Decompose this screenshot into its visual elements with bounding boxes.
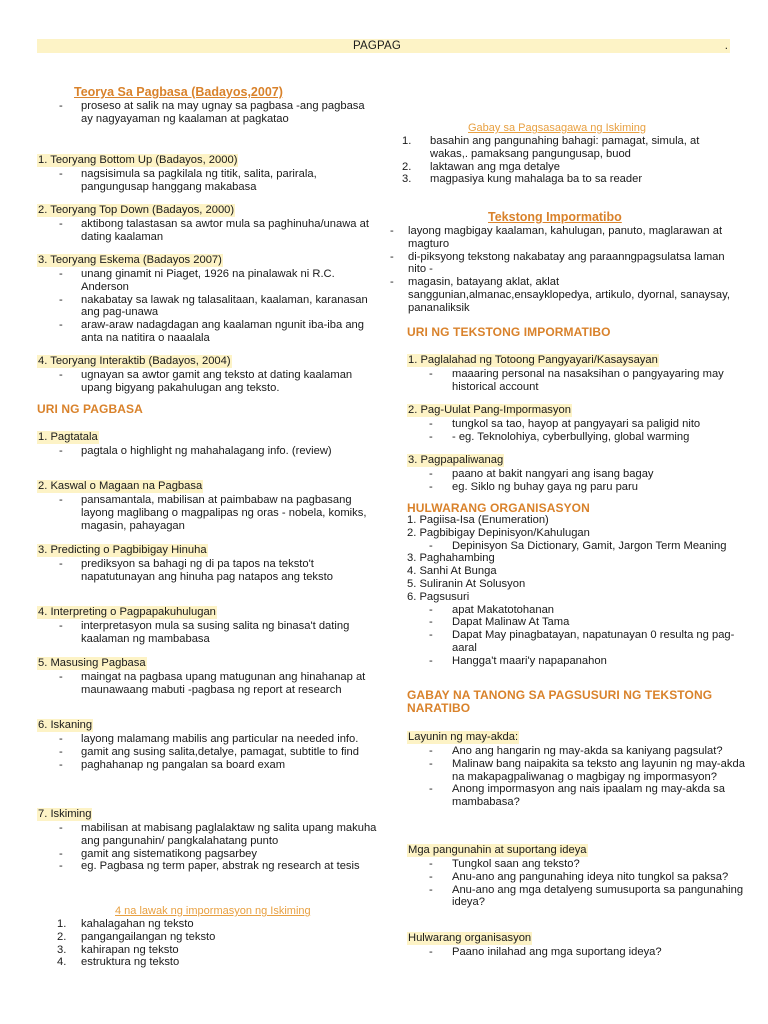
list-item: - Paano inilahad ang mga suportang ideya? [429, 946, 662, 958]
list-item: - magasin, batayang aklat, aklat sanggunian,almanac,ensayklopedya, artikulo, dyornal, sanaysay, pananaliksik [390, 276, 730, 314]
list-item: - ugnayan sa awtor gamit ang teksto at dating kaalaman upang bigyang pakahulugan ang teksto. [59, 369, 353, 394]
org-item: 2. Pagbibigay Depinisyon/Kahulugan [407, 526, 590, 539]
list-item: - layong magbigay kaalaman, kahulugan, panuto, maglarawan at magturo [390, 225, 723, 250]
org-heading: HULWARANG ORGANISASYON [407, 501, 590, 515]
list-item: - maingat na pagbasa upang matugunan ang hinahanap at maunawaang mabuti -pagbasa ng report at research [59, 671, 366, 696]
list-item: - pagtala o highlight ng mahahalagang info. (review) [59, 445, 332, 457]
list-item: - gamit ang sistematikong pagsarbey [59, 847, 257, 860]
list-item: - - eg. Teknolohiya, cyberbullying, global warming [429, 430, 690, 443]
theory-heading: Teorya Sa Pagbasa (Badayos,2007) [74, 85, 283, 99]
list-item: - eg. Siklo ng buhay gaya ng paru paru [429, 480, 638, 493]
header-dot: . [724, 40, 728, 52]
list-item: - paghahanap ng pangalan sa board exam [59, 758, 286, 771]
numbered-item: 1. kahalagahan ng teksto [57, 918, 194, 930]
list-item: - Ano ang hangarin ng may-akda sa kaniyang pagsulat? [429, 745, 723, 757]
section-title: 7. Iskiming [38, 808, 92, 820]
info-types-heading: URI NG TEKSTONG IMPORMATIBO [407, 325, 611, 339]
section-title: 5. Masusing Pagbasa [38, 657, 146, 669]
theory-2 [37, 200, 377, 244]
list-item: - eg. Pagbasa ng term paper, abstrak ng research at tesis [59, 860, 360, 873]
theory-desc-block [37, 100, 377, 126]
section-title: Hulwarang organisasyon [408, 932, 532, 944]
header-bar [37, 39, 730, 53]
list-item: - maaaring personal na nasaksihan o pangyayaring may historical account [429, 368, 724, 393]
guide-q-heading: GABAY NA TANONG SA PAGSUSURI NG TEKSTONG NARATIBO [407, 688, 713, 715]
list-item: - araw-araw nadagdagan ang kaalaman ngunit iba-iba ang anta na natitira o naaalala [59, 319, 364, 344]
numbered-item: 1. basahin ang pangunahing bahagi: pamagat, simula, at wakas,. pamaksang pangungusap, buod [402, 135, 700, 160]
section-title: 2. Kaswal o Magaan na Pagbasa [38, 480, 203, 492]
list-item: - Malinaw bang naipakita sa teksto ang layunin ng may-akda na makapagpaliwanag o magbigay ng impormasyon? [429, 757, 745, 783]
type-2 [37, 476, 377, 532]
guide-q-2 [407, 840, 752, 909]
section-title: 1. Pagtatala [38, 431, 98, 443]
type-6 [37, 715, 377, 771]
numbered-item: 3. magpasiya kung mahalaga ba to sa reader [402, 173, 643, 186]
list-item: - Dapat May pinagbatayan, napatunayan 0 resulta ng pag- aaral [429, 629, 735, 654]
types-heading: URI NG PAGBASA [37, 402, 143, 416]
type-3 [37, 540, 377, 584]
section-title: 3. Teoryang Eskema (Badayos 2007) [38, 254, 222, 266]
section-title: Mga pangunahin at suportang ideya [408, 844, 587, 856]
list-item: - Tungkol saan ang teksto? [429, 858, 580, 870]
guide-heading: Gabay sa Pagsasagawa ng Iskiming [468, 122, 646, 134]
type-5 [37, 653, 377, 697]
list-item: - Hangga't maari'y napapanahon [429, 654, 607, 667]
theory-4 [37, 351, 377, 395]
section-title: 1. Teoryang Bottom Up (Badayos, 2000) [38, 154, 238, 166]
skim-list [37, 918, 377, 969]
theory-3 [37, 250, 377, 345]
org-item: 6. Pagsusuri [407, 590, 470, 603]
list-item: - gamit ang susing salita,detalye, pamagat, subtitle to find [59, 745, 359, 758]
theory-1 [37, 150, 377, 194]
info-heading: Tekstong Impormatibo [488, 210, 622, 224]
section-title: 2. Teoryang Top Down (Badayos, 2000) [38, 204, 235, 216]
section-title: 4. Interpreting o Pagpapakuhulugan [38, 606, 216, 618]
section-title: 1. Paglalahad ng Totoong Pangyayari/Kasaysayan [408, 354, 658, 366]
info-type-1 [407, 350, 752, 394]
guide-list [390, 135, 735, 186]
list-item: - paano at bakit nangyari ang isang bagay [429, 468, 654, 480]
list-item: - unang ginamit ni Piaget, 1926 na pinalawak ni R.C. Anderson [59, 268, 335, 293]
section-title: 3. Predicting o Pagbibigay Hinuha [38, 544, 207, 556]
list-item: - Dapat Malinaw At Tama [429, 616, 570, 629]
list-item: - apat Makatotohanan [429, 603, 555, 616]
type-4 [37, 602, 377, 646]
type-1 [37, 427, 377, 458]
list-item: - proseso at salik na may ugnay sa pagbasa -ang pagbasa ay nagyayaman ng kaalaman at pagkatao [59, 100, 365, 125]
list-item: - layong malamang mabilis ang particular na needed info. [59, 733, 359, 745]
list-item: - di-piksyong tekstong nakabatay ang paraanngpagsulatsa laman nito - [390, 250, 725, 276]
guide-q-3 [407, 928, 752, 959]
numbered-item: 2. pangangailangan ng teksto [57, 930, 216, 943]
numbered-item: 4. estruktura ng teksto [57, 956, 180, 969]
list-item: - pansamantala, mabilisan at paimbabaw na pagbasang layong maglibang o magpalipas ng oras - nobela, komiks, magasin, pahayagan [59, 494, 367, 532]
list-item: - tungkol sa tao, hayop at pangyayari sa paligid nito [429, 418, 701, 430]
org-item: 3. Paghahambing [407, 552, 495, 565]
section-title: 4. Teoryang Interaktib (Badayos, 2004) [38, 355, 231, 367]
list-item: - interpretasyon mula sa susing salita ng binasa't dating kaalaman ng mambabasa [59, 620, 350, 645]
info-type-2 [407, 400, 752, 444]
section-title: 3. Pagpapaliwanag [408, 454, 504, 466]
list-item: - nagsisimula sa pagkilala ng titik, salita, parirala, pangungusap hanggang makabasa [59, 168, 317, 193]
numbered-item: 3. kahirapan ng teksto [57, 943, 179, 956]
info-list [390, 225, 735, 315]
guide-q-1 [407, 727, 752, 809]
list-item: - aktibong talastasan sa awtor mula sa paghinuha/unawa at dating kaalaman [59, 218, 369, 243]
info-type-3 [407, 450, 752, 494]
list-item: - Anu-ano ang mga detalyeng sumusuporta sa pangunahing ideya? [429, 883, 744, 909]
section-title: 2. Pag-Uulat Pang-Impormasyon [408, 404, 571, 416]
page-title: PAGPAG [353, 40, 402, 52]
type-7 [37, 804, 377, 873]
list-item: - mabilisan at mabisang paglalaktaw ng salita upang makuha ang pangunahin/ pangkalahatang punto [59, 822, 377, 847]
skim-heading: 4 na lawak ng impormasyon ng Iskiming [115, 905, 311, 917]
list-item: - Anu-ano ang pangunahing ideya nito tungkol sa paksa? [429, 870, 729, 883]
org-item: 1. Pagiisa-Isa (Enumeration) [407, 514, 549, 526]
org-list [407, 514, 752, 668]
list-item: - nakabatay sa lawak ng talasalitaan, kaalaman, karanasan ang pag-unawa [59, 293, 368, 319]
list-item: - Anong impormasyon ang nais ipaalam ng may-akda sa mambabasa? [429, 783, 726, 809]
section-title: Layunin ng may-akda: [408, 731, 519, 743]
section-title: 6. Iskaning [38, 719, 93, 731]
org-item: 5. Suliranin At Solusyon [407, 577, 526, 590]
list-item: - Depinisyon Sa Dictionary, Gamit, Jargon Term Meaning [429, 539, 727, 552]
numbered-item: 2. laktawan ang mga detalye [402, 160, 560, 173]
list-item: - prediksyon sa bahagi ng di pa tapos na teksto't napatutunayan ang hinuha pag natapos ang teksto [59, 558, 333, 583]
org-item: 4. Sanhi At Bunga [407, 565, 497, 578]
